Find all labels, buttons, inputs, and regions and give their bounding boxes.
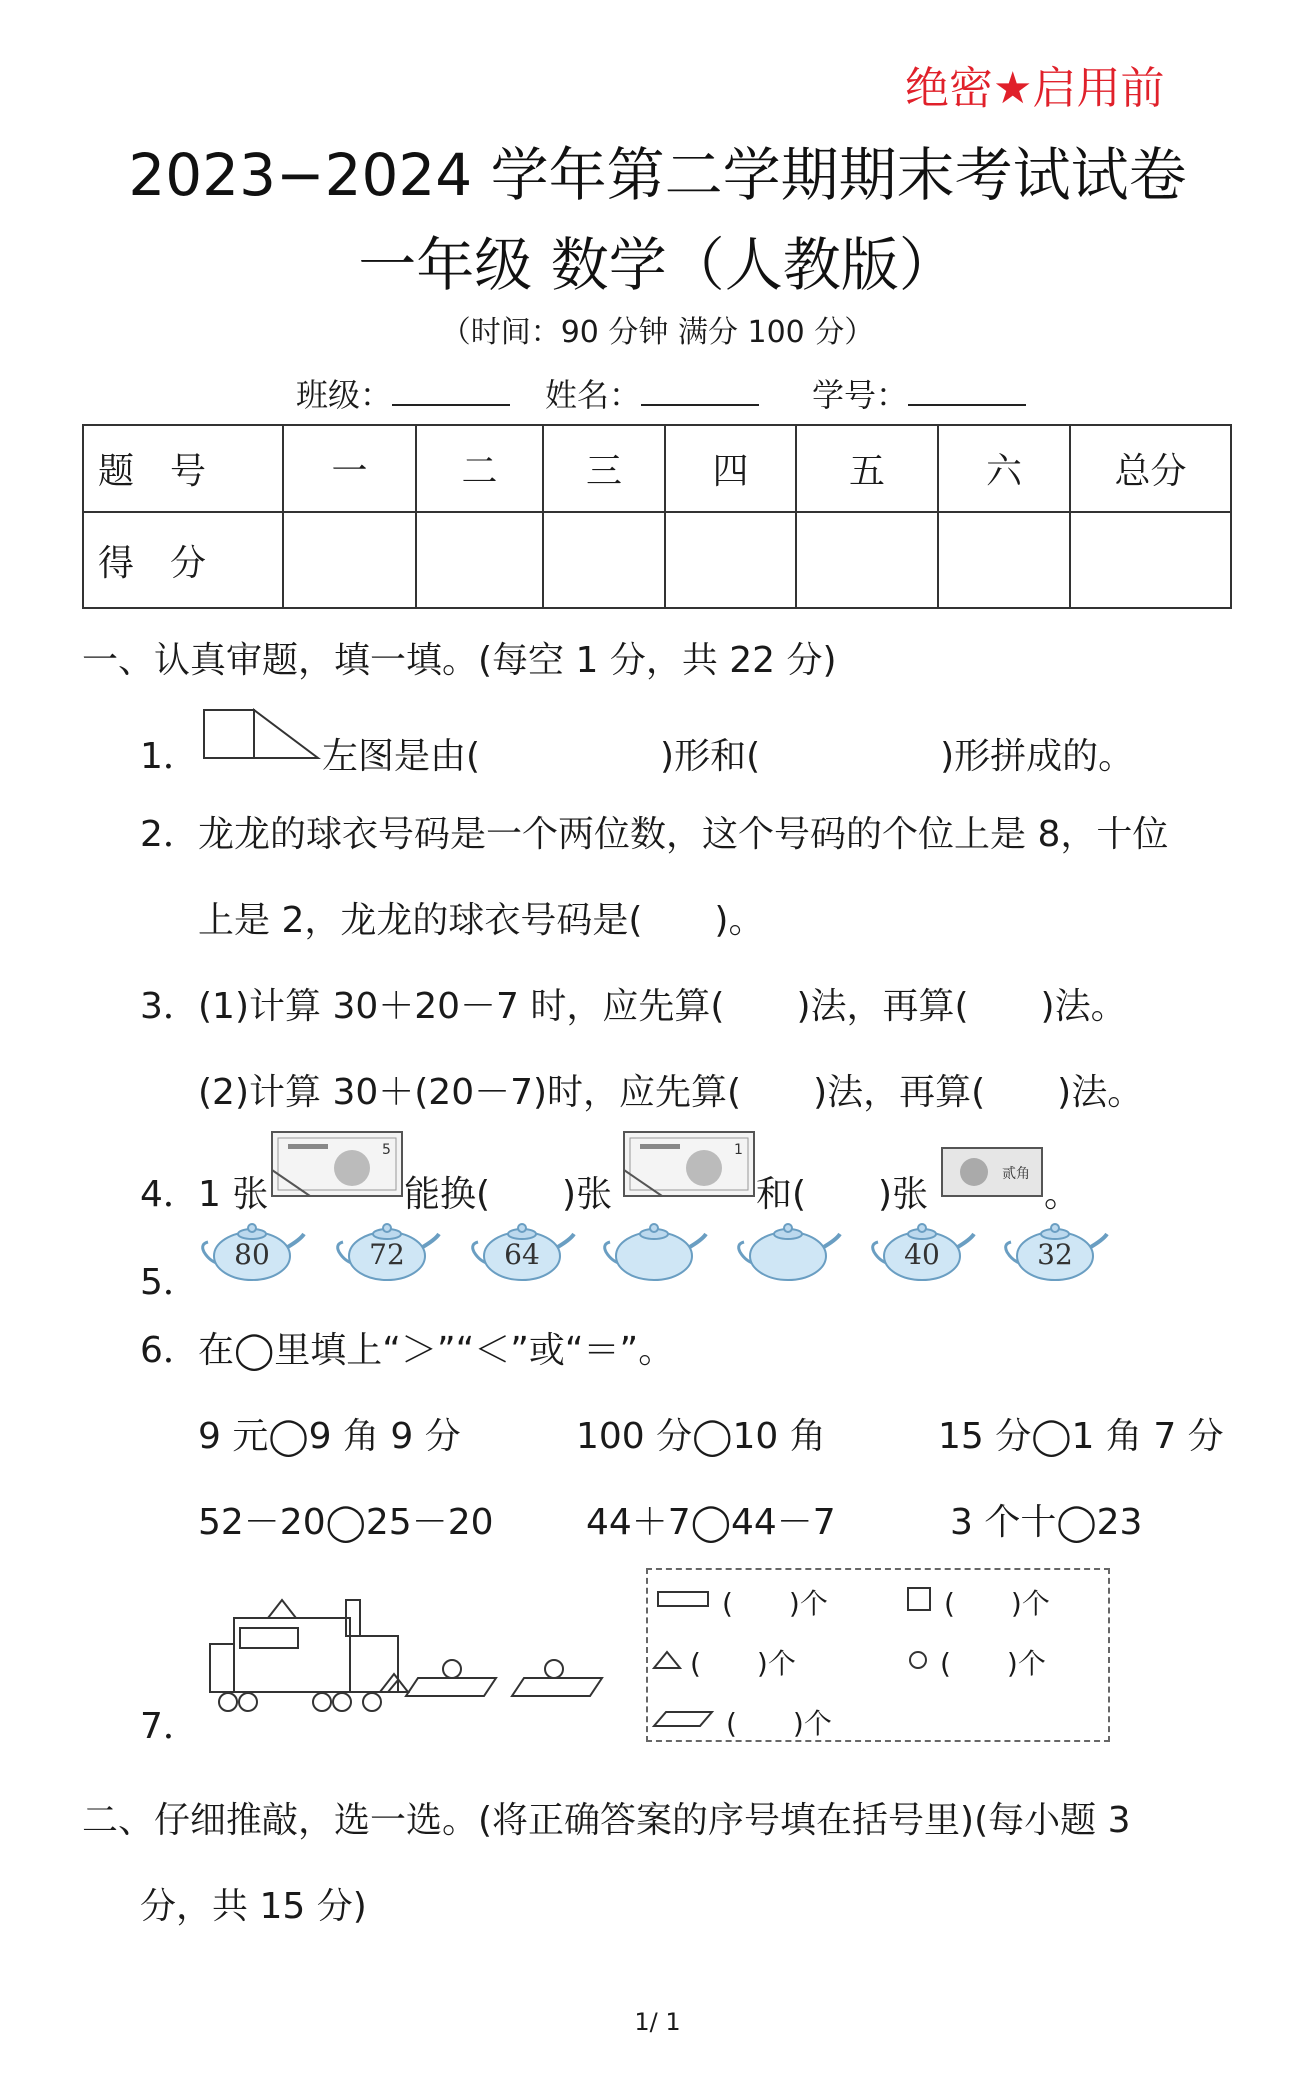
square-shape-icon <box>906 1586 932 1612</box>
q2-line1: 龙龙的球衣号码是一个两位数，这个号码的个位上是 8，十位 <box>198 814 1169 855</box>
q4-number: 4． <box>140 1174 199 1215</box>
teapot-number: 72 <box>369 1238 405 1271</box>
teapot-icon <box>602 1222 710 1284</box>
class-label: 班级： <box>296 376 393 414</box>
square-count[interactable]: ( )个 <box>944 1587 1050 1620</box>
name-blank[interactable] <box>641 376 759 406</box>
name-label: 姓名： <box>545 376 642 414</box>
q3-line2: (2)计算 30＋(20－7)时，应先算( )法，再算( )法。 <box>198 1072 1144 1113</box>
id-field[interactable] <box>812 370 1026 416</box>
q1-number: 1． <box>140 736 199 777</box>
id-label: 学号： <box>812 376 909 414</box>
teapot-number: 40 <box>904 1238 940 1271</box>
score-cell[interactable] <box>665 512 796 608</box>
teapot-number: 64 <box>504 1238 540 1271</box>
col-header: 六 <box>938 425 1070 512</box>
name-field[interactable] <box>545 370 759 416</box>
table-row <box>83 512 1231 608</box>
banknote-1-yuan-icon <box>622 1130 756 1198</box>
score-cell[interactable] <box>416 512 543 608</box>
q6-compare-item: 100 分◯10 角 <box>576 1416 826 1457</box>
q4-part4: 。 <box>1044 1174 1081 1215</box>
time-info: （时间：90 分钟 满分 100 分） <box>440 315 875 350</box>
q6-compare-item: 44＋7◯44－7 <box>586 1502 836 1543</box>
q6-number: 6． <box>140 1330 199 1371</box>
row-label-score: 得 分 <box>83 512 283 608</box>
q3-number: 3． <box>140 986 199 1027</box>
col-header: 四 <box>665 425 796 512</box>
col-header: 三 <box>543 425 665 512</box>
banknote-5-yuan-icon <box>270 1130 404 1198</box>
rect-count[interactable]: ( )个 <box>722 1587 828 1620</box>
table-row <box>83 425 1231 512</box>
note-value: 1 <box>734 1142 743 1158</box>
parallelogram-shape-icon <box>650 1708 716 1730</box>
score-cell[interactable] <box>283 512 416 608</box>
q4-part3: 和( )张 <box>756 1174 929 1215</box>
class-field[interactable] <box>296 370 510 416</box>
q3-line1: (1)计算 30＋20－7 时，应先算( )法，再算( )法。 <box>198 986 1127 1027</box>
col-header: 一 <box>283 425 416 512</box>
rectangle-shape-icon <box>656 1588 712 1610</box>
section1-heading: 一、认真审题，填一填。(每空 1 分，共 22 分) <box>82 640 837 681</box>
page-number: 1/ 1 <box>634 2008 681 2036</box>
triangle-count[interactable]: ( )个 <box>690 1647 796 1680</box>
note-value: 贰角 <box>1002 1166 1030 1182</box>
score-cell[interactable] <box>1070 512 1231 608</box>
score-table <box>82 424 1232 609</box>
col-header: 二 <box>416 425 543 512</box>
teapot-number: 80 <box>234 1238 270 1271</box>
teapot-number: 32 <box>1037 1238 1073 1271</box>
q6-instruction: 在◯里填上“＞”“＜”或“＝”。 <box>198 1330 675 1371</box>
q6-compare-item: 52－20◯25－20 <box>198 1502 494 1543</box>
col-header: 总分 <box>1070 425 1231 512</box>
class-blank[interactable] <box>392 376 510 406</box>
parallelogram-count[interactable]: ( )个 <box>726 1707 832 1740</box>
score-cell[interactable] <box>543 512 665 608</box>
circle-count[interactable]: ( )个 <box>940 1647 1046 1680</box>
row-label-question: 题 号 <box>83 425 283 512</box>
exam-subtitle: 一年级 数学（人教版） <box>358 231 957 299</box>
score-cell[interactable] <box>938 512 1070 608</box>
note-value: 5 <box>382 1142 391 1158</box>
q5-number: 5． <box>140 1262 199 1303</box>
score-cell[interactable] <box>796 512 938 608</box>
q6-compare-item: 9 元◯9 角 9 分 <box>198 1416 461 1457</box>
q4-part1: 1 张 <box>198 1174 269 1215</box>
q4-part2: 能换( )张 <box>404 1174 613 1215</box>
triangle-shape-icon <box>652 1648 682 1672</box>
exam-title: 2023−2024 学年第二学期期末考试试卷 <box>128 141 1187 209</box>
q1-text: 左图是由( )形和( )形拼成的。 <box>322 736 1135 777</box>
q6-compare-item: 15 分◯1 角 7 分 <box>938 1416 1224 1457</box>
q2-line2: 上是 2，龙龙的球衣号码是( )。 <box>198 900 765 941</box>
id-blank[interactable] <box>908 376 1026 406</box>
secret-mark: 绝密★启用前 <box>905 63 1165 114</box>
col-header: 五 <box>796 425 938 512</box>
square-triangle-figure <box>202 708 322 762</box>
teapot-icon <box>736 1222 844 1284</box>
circle-shape-icon <box>906 1648 930 1672</box>
q7-number: 7． <box>140 1706 199 1747</box>
banknote-2-jiao-icon <box>940 1146 1044 1198</box>
section2-heading-cont: 分，共 15 分) <box>140 1886 367 1927</box>
q2-number: 2． <box>140 814 199 855</box>
section2-heading: 二、仔细推敲，选一选。(将正确答案的序号填在括号里)(每小题 3 <box>82 1800 1131 1841</box>
q6-compare-item: 3 个十◯23 <box>950 1502 1143 1543</box>
train-shapes-figure <box>200 1590 620 1720</box>
